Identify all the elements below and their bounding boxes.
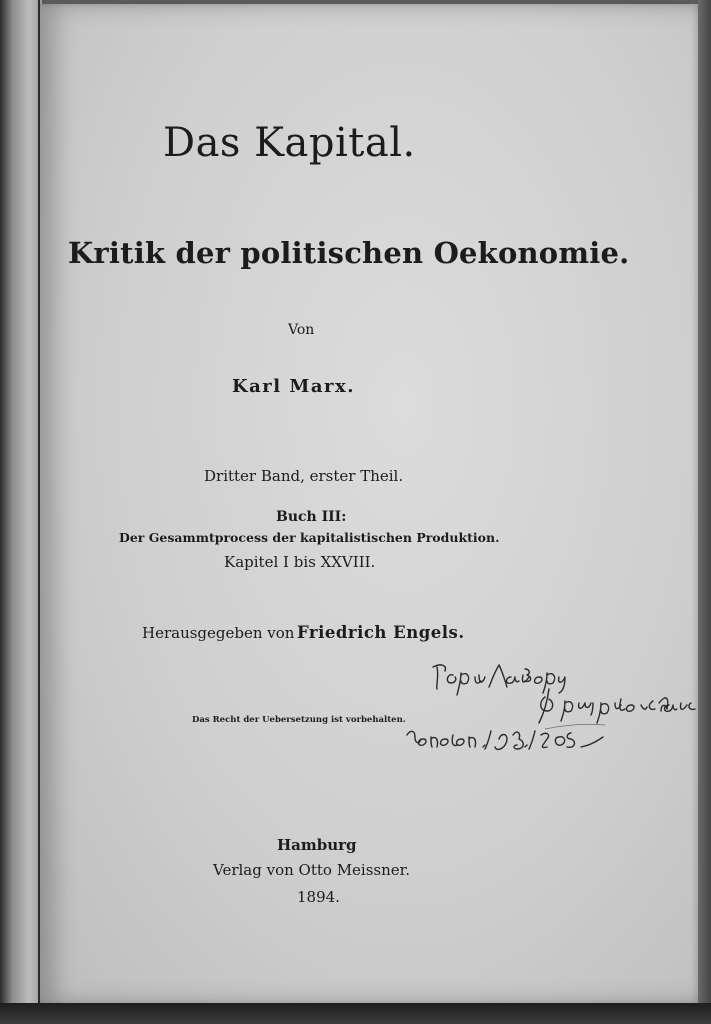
inscription-line-3 [407,731,603,749]
publisher-city: Hamburg [277,836,357,854]
book-subtitle: Kritik der politischen Oekonomie. [68,236,630,270]
publication-year: 1894. [297,888,340,906]
rights-notice: Das Recht der Uebersetzung ist vorbehalten. [192,715,406,725]
editor-name: Friedrich Engels. [297,623,465,642]
inscription-line-1 [433,665,565,695]
volume-label: Dritter Band, erster Theil. [204,467,404,485]
book-subtitle-line: Der Gesammtprocess der kapitalistischen Produktion. [119,530,500,545]
book-number: Buch III: [276,509,347,525]
page-right-edge [698,0,711,1024]
publisher-name: Verlag von Otto Meissner. [213,861,410,879]
inscription-line-2 [539,689,695,723]
chapter-range: Kapitel I bis XXVIII. [224,553,376,571]
inscription-underline [545,724,605,729]
by-label: Von [288,322,315,338]
book-title: Das Kapital. [163,120,416,166]
binding-gutter [38,0,40,1024]
handwritten-inscription [395,655,705,765]
author-name: Karl Marx. [232,376,355,397]
book-spine [0,0,42,1024]
page-bottom-edge [0,1003,711,1024]
editor-label: Herausgegeben von [142,624,295,642]
